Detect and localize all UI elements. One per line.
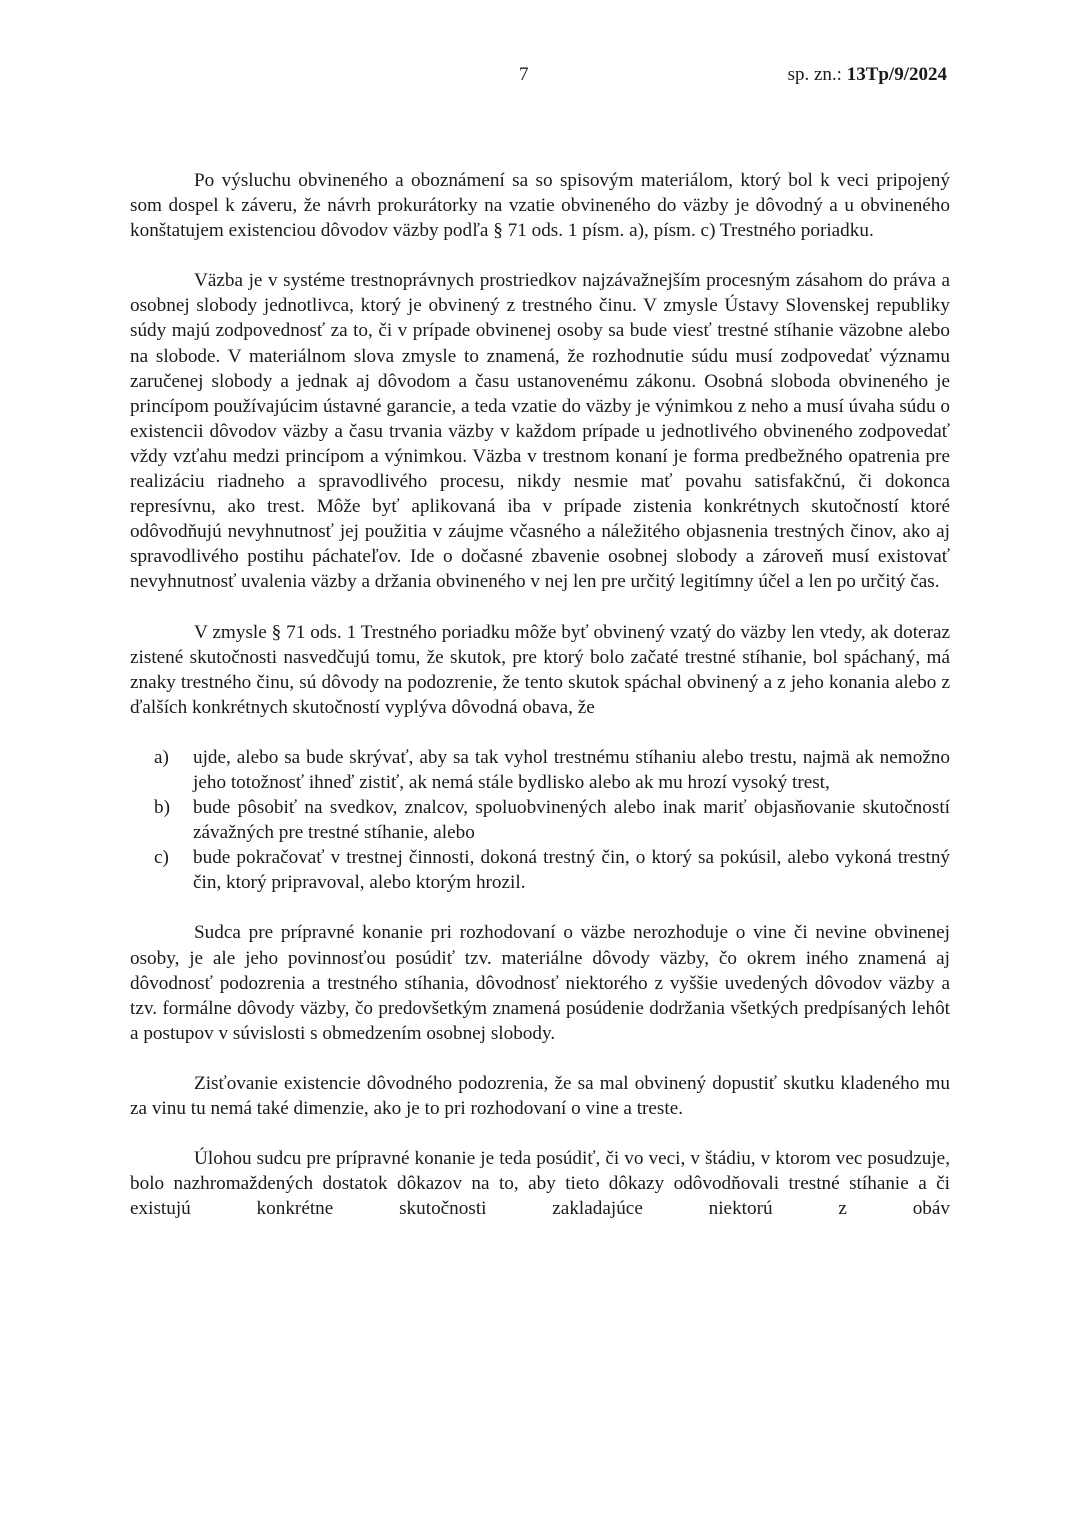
paragraph-custody-principles: Väzba je v systéme trestnoprávnych prostriedkov najzávažnejším procesným zásahom do práva a osobnej slobody jednotlivca, ktorý je obvinený z trestného činu. V zmysle Ústavy Slovenskej republiky súdy majú zodpovednosť za to, či v prípade obvinenej osoby sa bude viesť trestné stíhanie väzobne alebo na slobode. V materiálnom slova zmysle to znamená, že rozhodnutie súdu musí zodpovedať významu zaručenej slobody a jednak aj dôvodom a času ustanovenému zákonu. Osobná sloboda obvineného je princípom používajúcim ústavné garancie, a teda vzatie do väzby je výnimkou z neho a musí úvaha súdu o existencii dôvodov väzby a času trvania väzby v každom prípade u jednotlivého obvineného zodpovedať vždy vzťahu medzi princípom a výnimkou. Väzba v trestnom konaní je forma predbežného opatrenia pre realizáciu riadneho a spravodlivého procesu, nikdy nesmie mať povahu satisfakčnú, či dokonca represívnu, ako trest. Môže byť aplikovaná iba v prípade zistenia konkrétnych skutočností ktoré odôvodňujú nevyhnutnosť jej použitia v záujme včasného a náležitého objasnenia trestných činov, ako aj spravodlivého postihu páchateľov. Ide o dočasné zbavenie osobnej slobody a zároveň musí existovať nevyhnutnosť uvalenia väzby a držania obvineného v nej len pre určitý legitímny účel a len po určitý čas.	[130, 270, 950, 593]
list-marker: b)	[154, 797, 170, 819]
list-item	[130, 845, 950, 895]
paragraph-judge-task: Úlohou sudcu pre prípravné konanie je teda posúdiť, či vo veci, v štádiu, v ktorom vec posudzuje, bolo nazhromaždených dostatok dôkazov na to, aby tieto dôkazy odôvodňovali trestné stíhanie a či existujú konkrétne skutočnosti zakladajúce niektorú z obáv	[130, 1148, 950, 1220]
list-marker: a)	[154, 746, 169, 768]
list-item	[130, 795, 950, 845]
list-item-text: bude pokračovať v trestnej činnosti, dokoná trestný čin, o ktorý sa pokúsil, alebo vykoná trestný čin, ktorý pripravoval, alebo ktorým hrozil.	[193, 847, 950, 894]
case-ref-label: sp. zn.:	[787, 64, 842, 85]
case-ref-value: 13Tp/9/2024	[846, 64, 947, 85]
list-item	[130, 745, 950, 795]
document-body	[130, 168, 950, 1246]
case-reference	[788, 64, 947, 86]
paragraph-judge-duty: Sudca pre prípravné konanie pri rozhodovaní o väzbe nerozhoduje o vine či nevine obvinenej osoby, je ale jeho povinnosťou posúdiť tzv. materiálne dôvody väzby, čo okrem iného znamená aj dôvodnosť podozrenia a trestného stíhania, dôvodnosť niektorého z vyššie uvedených dôvodov väzby a tzv. formálne dôvody väzby, čo predovšetkým znamená posúdenie dodržania všetkých predpísaných lehôt a postupov v súvislosti s obmedzením osobnej slobody.	[130, 922, 950, 1044]
page-number: 7	[519, 64, 529, 85]
list-item-text: bude pôsobiť na svedkov, znalcov, spoluobvinených alebo inak mariť objasňovanie skutočností závažných pre trestné stíhanie, alebo	[193, 797, 950, 844]
page-header	[0, 64, 1080, 94]
paragraph-section-71: V zmysle § 71 ods. 1 Trestného poriadku môže byť obvinený vzatý do väzby len vtedy, ak doteraz zistené skutočnosti nasvedčujú tomu, že skutok, pre ktorý bolo začaté trestné stíhanie, bol spáchaný, má znaky trestného činu, sú dôvody na podozrenie, že tento skutok spáchal obvinený a z jeho konania alebo z ďalších konkrétnych skutočností vyplýva dôvodná obava, že	[130, 621, 950, 718]
list-marker: c)	[154, 847, 169, 869]
list-item-text: ujde, alebo sa bude skrývať, aby sa tak vyhol trestnému stíhaniu alebo trestu, najmä ak nemožno jeho totožnosť ihneď zistiť, ak nemá stále bydlisko alebo ak mu hrozí vysoký trest,	[193, 746, 950, 793]
custody-grounds-list	[130, 745, 950, 896]
paragraph-suspicion: Zisťovanie existencie dôvodného podozrenia, že sa mal obvinený dopustiť skutku kladeného mu za vinu tu nemá také dimenzie, ako je to pri rozhodovaní o vine a treste.	[130, 1072, 950, 1119]
paragraph-conclusion: Po výsluchu obvineného a oboznámení sa so spisovým materiálom, ktorý bol k veci pripojený som dospel k záveru, že návrh prokurátorky na vzatie obvineného do väzby je dôvodný a u obvineného konštatujem existenciou dôvodov väzby podľa § 71 ods. 1 písm. a), písm. c) Trestného poriadku.	[130, 170, 950, 242]
